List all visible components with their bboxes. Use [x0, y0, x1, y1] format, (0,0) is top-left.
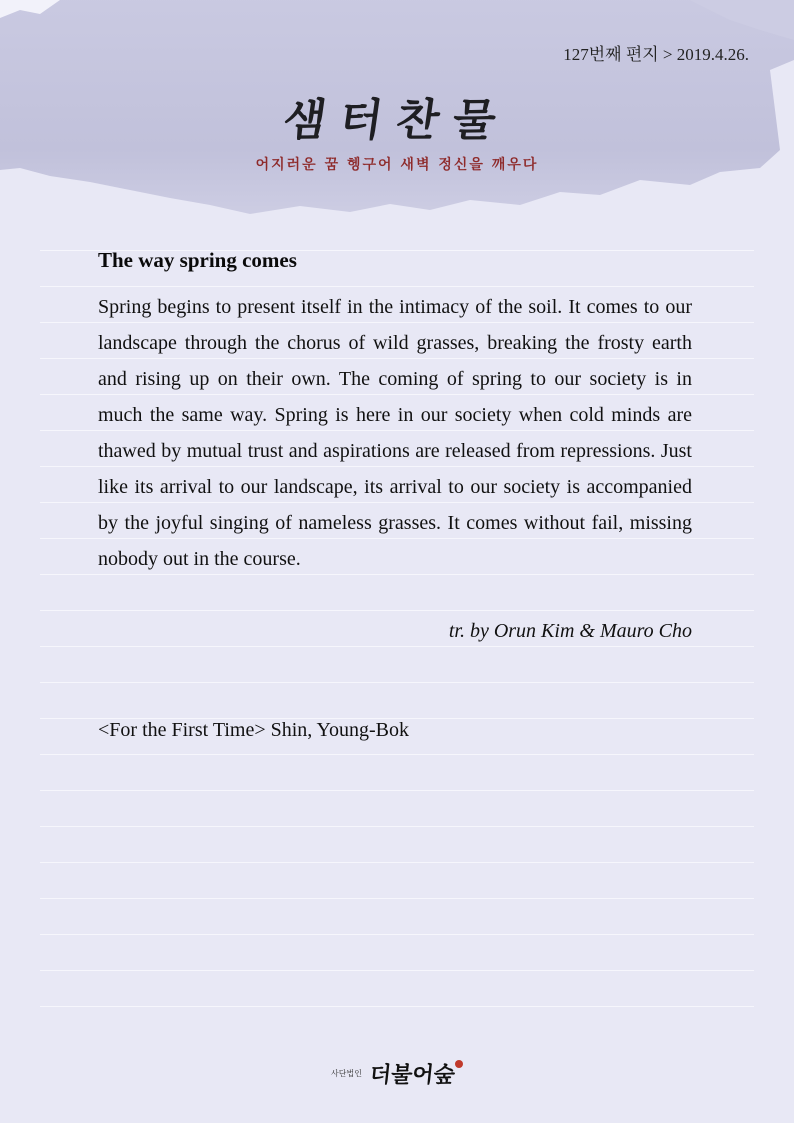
ruled-line [40, 898, 754, 899]
ruled-line [40, 286, 754, 287]
footer-org-logo [0, 1058, 794, 1089]
ruled-line [40, 1006, 754, 1007]
org-logo-text: 더불어숲 [368, 1063, 457, 1088]
ruled-line [40, 646, 754, 647]
ruled-line [40, 610, 754, 611]
org-type-label: 사단법인 [331, 1069, 362, 1078]
article-heading: The way spring comes [98, 248, 297, 272]
ruled-line [40, 754, 754, 755]
series-logo-subtitle: 어지러운 꿈 헹구어 새벽 정신을 깨우다 [255, 157, 539, 173]
ruled-line [40, 934, 754, 935]
ruled-line [40, 826, 754, 827]
ruled-line [40, 862, 754, 863]
ruled-line [40, 682, 754, 683]
article-body: Spring begins to present itself in the intimacy of the soil. It comes to our landscape through the chorus of wild grasses, breaking the frosty earth and rising up on their own. The coming of spring to our society is in much the same way. Spring is here in our society when cold minds are thawed by mutual trust and aspirations are released from repressions. Just like its arrival to our landscape, its arrival to our society is accompanied by the joyful singing of nameless grasses. It comes without fail, missing nobody out in the course. [98, 296, 692, 570]
ruled-line [40, 970, 754, 971]
series-logo-title: 샘터찬물 [279, 95, 513, 146]
ruled-line [40, 790, 754, 791]
letter-number-date: 127번째 편지 > 2019.4.26. [563, 45, 749, 64]
source-citation: <For the First Time> Shin, Young-Bok [98, 719, 409, 741]
translator-credit: tr. by Orun Kim & Mauro Cho [448, 620, 692, 642]
